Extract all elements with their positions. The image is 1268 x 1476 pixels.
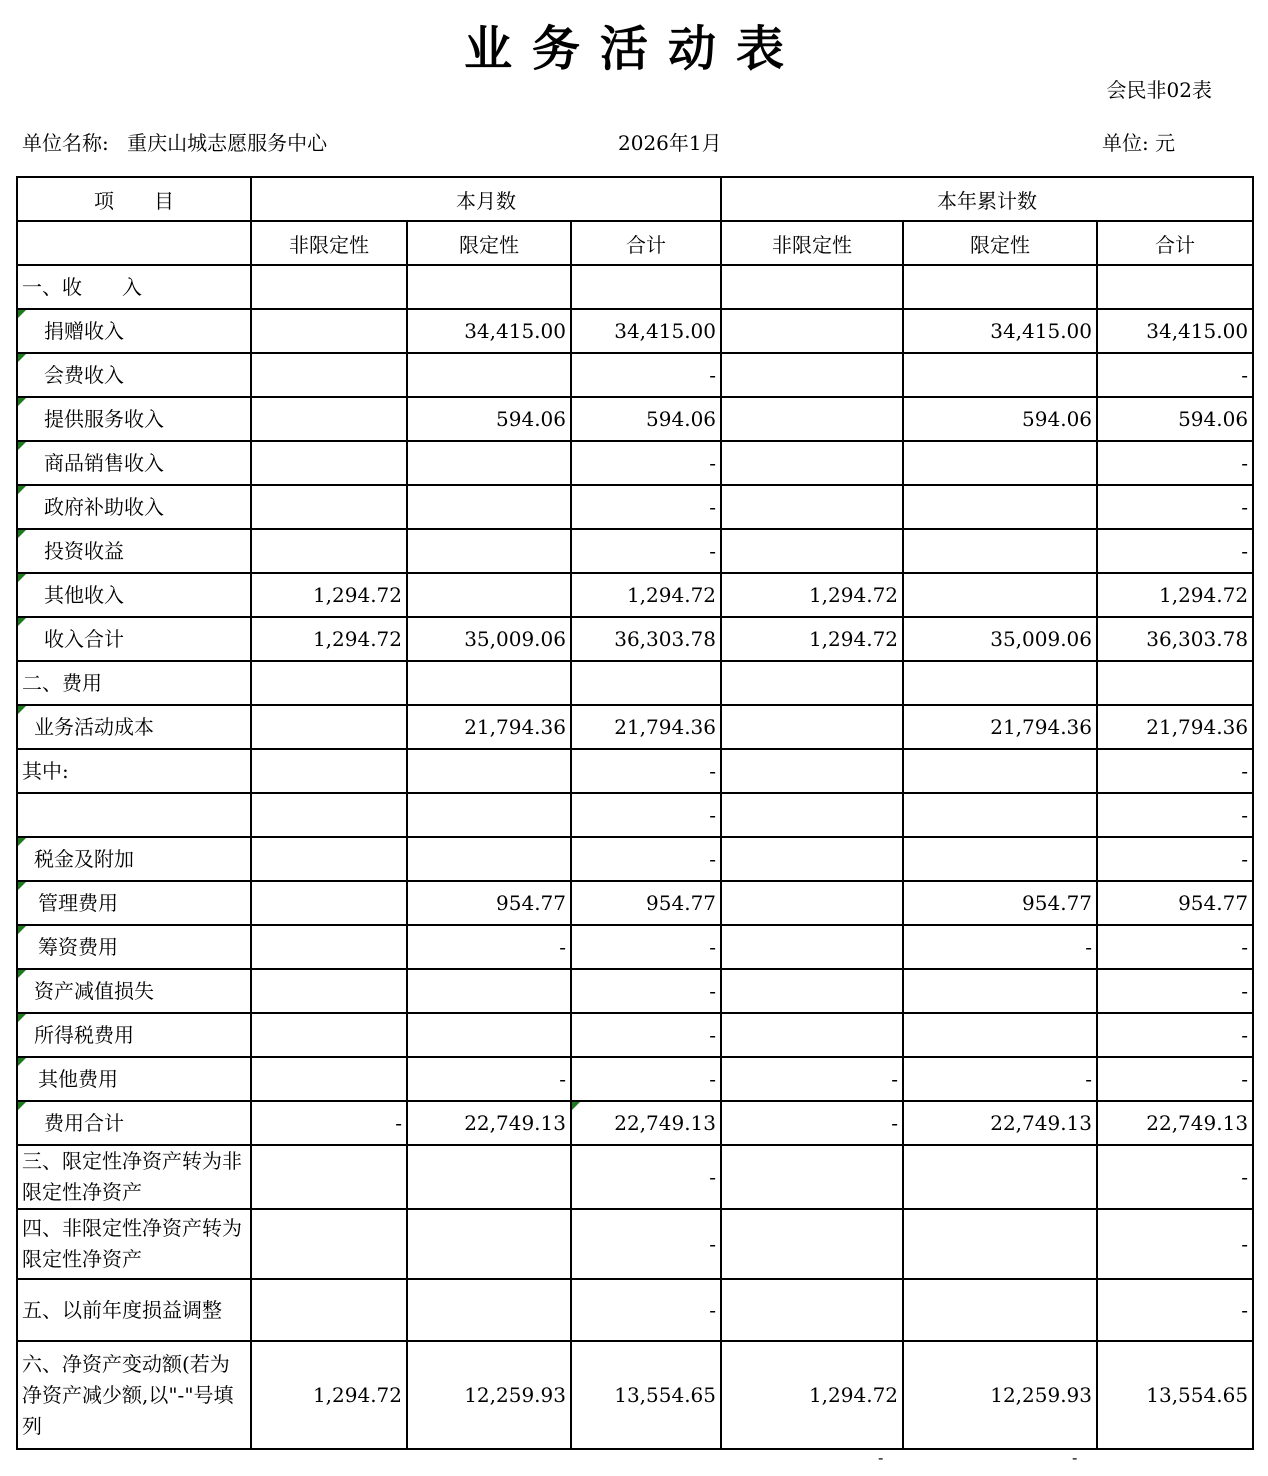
row-label: 资产减值损失 (17, 969, 251, 1013)
row-label: 税金及附加 (17, 837, 251, 881)
cell-year-unrestricted (721, 397, 903, 441)
cell-month-restricted: - (407, 925, 571, 969)
row-label: 政府补助收入 (17, 485, 251, 529)
cell-year-unrestricted: - (721, 1057, 903, 1101)
cell-year-restricted (903, 661, 1097, 705)
cell-year-restricted: 954.77 (903, 881, 1097, 925)
cell-month-restricted (407, 1145, 571, 1209)
header-item: 项 目 (17, 177, 251, 221)
cell-year-unrestricted (721, 353, 903, 397)
cell-month-restricted (407, 353, 571, 397)
cell-year-total: - (1097, 1013, 1253, 1057)
cell-year-total: 594.06 (1097, 397, 1253, 441)
cell-month-total (571, 265, 721, 309)
cell-year-restricted (903, 485, 1097, 529)
cell-year-unrestricted (721, 749, 903, 793)
cell-month-restricted (407, 441, 571, 485)
cell-year-restricted (903, 969, 1097, 1013)
cell-month-unrestricted (251, 661, 407, 705)
header-blank (17, 221, 251, 265)
cell-year-unrestricted (721, 661, 903, 705)
cell-month-unrestricted (251, 1279, 407, 1341)
cell-year-restricted (903, 441, 1097, 485)
cell-year-total: - (1097, 969, 1253, 1013)
cell-month-restricted: 954.77 (407, 881, 571, 925)
cell-year-total: - (1097, 441, 1253, 485)
cell-year-total: - (1097, 749, 1253, 793)
cell-year-restricted (903, 793, 1097, 837)
cell-month-restricted (407, 1209, 571, 1279)
organization (22, 127, 327, 156)
cell-year-unrestricted: 1,294.72 (721, 573, 903, 617)
table-row (17, 793, 1253, 837)
cell-year-total: 1,294.72 (1097, 573, 1253, 617)
cell-month-restricted (407, 793, 571, 837)
cell-year-restricted (903, 837, 1097, 881)
organization-name: 重庆山城志愿服务中心 (127, 131, 328, 155)
header-year-restricted: 限定性 (903, 221, 1097, 265)
cell-month-unrestricted (251, 881, 407, 925)
cell-month-total: - (571, 1279, 721, 1341)
row-label: 筹资费用 (17, 925, 251, 969)
cell-month-restricted (407, 265, 571, 309)
cell-month-unrestricted (251, 969, 407, 1013)
cell-year-unrestricted (721, 265, 903, 309)
row-label: 其中: (17, 749, 251, 793)
cell-year-restricted: 34,415.00 (903, 309, 1097, 353)
report-title: 业务活动表 (463, 21, 804, 77)
cell-year-restricted (903, 529, 1097, 573)
cell-year-total: - (1097, 1279, 1253, 1341)
cell-year-restricted: 21,794.36 (903, 705, 1097, 749)
cell-month-restricted: 35,009.06 (407, 617, 571, 661)
cell-year-total (1097, 661, 1253, 705)
cell-year-restricted (903, 1013, 1097, 1057)
table-row (17, 353, 1253, 397)
cell-month-unrestricted: 1,294.72 (251, 617, 407, 661)
header-year-total: 合计 (1097, 221, 1253, 265)
cell-month-restricted: 12,259.93 (407, 1341, 571, 1449)
table-row (17, 265, 1253, 309)
cell-year-total: - (1097, 793, 1253, 837)
cell-month-restricted: 34,415.00 (407, 309, 571, 353)
cell-year-unrestricted: 1,294.72 (721, 617, 903, 661)
cell-year-unrestricted (721, 1145, 903, 1209)
cell-month-total: - (571, 441, 721, 485)
cell-month-restricted (407, 837, 571, 881)
cell-month-total: - (571, 925, 721, 969)
cell-month-total: - (571, 1209, 721, 1279)
cell-month-restricted (407, 485, 571, 529)
cell-year-restricted (903, 573, 1097, 617)
cell-month-total: 36,303.78 (571, 617, 721, 661)
cell-year-unrestricted (721, 881, 903, 925)
cell-month-unrestricted (251, 925, 407, 969)
table-row (17, 485, 1253, 529)
cell-month-total: - (571, 529, 721, 573)
cell-year-unrestricted (721, 969, 903, 1013)
cell-month-total: - (571, 793, 721, 837)
row-label: 捐赠收入 (17, 309, 251, 353)
row-label: 业务活动成本 (17, 705, 251, 749)
table-row (17, 1013, 1253, 1057)
cell-month-total: - (571, 1057, 721, 1101)
cell-month-total: - (571, 749, 721, 793)
cell-year-restricted: 594.06 (903, 397, 1097, 441)
cell-month-total: 34,415.00 (571, 309, 721, 353)
cell-month-restricted (407, 529, 571, 573)
table-row (17, 397, 1253, 441)
cell-year-unrestricted (721, 925, 903, 969)
table-row (17, 1145, 1253, 1209)
footer-mark: - (878, 1448, 884, 1467)
cell-year-unrestricted (721, 793, 903, 837)
table-row (17, 661, 1253, 705)
cell-month-unrestricted (251, 441, 407, 485)
cell-month-total: - (571, 485, 721, 529)
cell-month-total: - (571, 1145, 721, 1209)
cell-month-unrestricted (251, 265, 407, 309)
row-label: 费用合计 (17, 1101, 251, 1145)
cell-month-restricted: - (407, 1057, 571, 1101)
cell-year-restricted: - (903, 1057, 1097, 1101)
cell-year-total: - (1097, 1209, 1253, 1279)
cell-year-unrestricted (721, 485, 903, 529)
cell-year-unrestricted (721, 441, 903, 485)
cell-year-unrestricted (721, 1013, 903, 1057)
row-label: 商品销售收入 (17, 441, 251, 485)
table-row (17, 1279, 1253, 1341)
header-row-2 (17, 221, 1253, 265)
cell-year-total: - (1097, 1145, 1253, 1209)
cell-year-total: - (1097, 925, 1253, 969)
row-label: 投资收益 (17, 529, 251, 573)
cell-month-total (571, 661, 721, 705)
table-row (17, 1209, 1253, 1279)
cell-month-restricted (407, 969, 571, 1013)
cell-month-restricted: 594.06 (407, 397, 571, 441)
cell-year-unrestricted (721, 705, 903, 749)
cell-year-restricted: 35,009.06 (903, 617, 1097, 661)
cell-year-total: 36,303.78 (1097, 617, 1253, 661)
header-year: 本年累计数 (721, 177, 1253, 221)
cell-month-total: 13,554.65 (571, 1341, 721, 1449)
table-row (17, 837, 1253, 881)
header-month-restricted: 限定性 (407, 221, 571, 265)
cell-month-total: - (571, 1013, 721, 1057)
cell-year-unrestricted (721, 1279, 903, 1341)
header-month-total: 合计 (571, 221, 721, 265)
cell-month-total: - (571, 353, 721, 397)
cell-month-unrestricted (251, 705, 407, 749)
cell-year-total: 34,415.00 (1097, 309, 1253, 353)
cell-month-unrestricted (251, 529, 407, 573)
cell-year-unrestricted: 1,294.72 (721, 1341, 903, 1449)
row-label: 提供服务收入 (17, 397, 251, 441)
cell-month-total: 1,294.72 (571, 573, 721, 617)
cell-month-total: 594.06 (571, 397, 721, 441)
table-row (17, 705, 1253, 749)
table-row (17, 617, 1253, 661)
row-label: 三、限定性净资产转为非限定性净资产 (17, 1145, 251, 1209)
header-year-unrestricted: 非限定性 (721, 221, 903, 265)
row-label: 其他费用 (17, 1057, 251, 1101)
header-month-unrestricted: 非限定性 (251, 221, 407, 265)
table-row (17, 749, 1253, 793)
table-row (17, 881, 1253, 925)
row-label: 一、收 入 (17, 265, 251, 309)
row-label: 四、非限定性净资产转为限定性净资产 (17, 1209, 251, 1279)
cell-month-restricted (407, 573, 571, 617)
table-row (17, 441, 1253, 485)
table-row (17, 925, 1253, 969)
cell-month-total: - (571, 969, 721, 1013)
cell-year-total: 13,554.65 (1097, 1341, 1253, 1449)
cell-year-total: - (1097, 485, 1253, 529)
cell-month-restricted (407, 1013, 571, 1057)
activity-statement-table (16, 176, 1254, 1450)
cell-month-unrestricted: 1,294.72 (251, 573, 407, 617)
cell-month-unrestricted (251, 1209, 407, 1279)
row-label: 会费收入 (17, 353, 251, 397)
row-label (17, 793, 251, 837)
cell-month-restricted (407, 749, 571, 793)
cell-year-unrestricted (721, 1209, 903, 1279)
cell-year-restricted (903, 353, 1097, 397)
cell-month-unrestricted (251, 397, 407, 441)
cell-year-total: 954.77 (1097, 881, 1253, 925)
cell-month-unrestricted (251, 309, 407, 353)
cell-month-unrestricted (251, 1145, 407, 1209)
header-month: 本月数 (251, 177, 721, 221)
cell-year-unrestricted: - (721, 1101, 903, 1145)
cell-month-unrestricted: - (251, 1101, 407, 1145)
cell-year-total: - (1097, 353, 1253, 397)
cell-year-total: 21,794.36 (1097, 705, 1253, 749)
cell-year-unrestricted (721, 529, 903, 573)
row-label: 六、净资产变动额(若为净资产减少额,以"-"号填列 (17, 1341, 251, 1449)
row-label: 二、费用 (17, 661, 251, 705)
cell-year-restricted (903, 749, 1097, 793)
cell-year-unrestricted (721, 837, 903, 881)
row-label: 五、以前年度损益调整 (17, 1279, 251, 1341)
cell-year-restricted (903, 1279, 1097, 1341)
cell-month-restricted (407, 661, 571, 705)
cell-month-restricted: 22,749.13 (407, 1101, 571, 1145)
footer-mark: - (1072, 1448, 1078, 1467)
cell-year-unrestricted (721, 309, 903, 353)
row-label: 管理费用 (17, 881, 251, 925)
table-row (17, 1057, 1253, 1101)
cell-month-unrestricted (251, 1057, 407, 1101)
cell-year-total: - (1097, 837, 1253, 881)
cell-month-unrestricted (251, 837, 407, 881)
row-label: 收入合计 (17, 617, 251, 661)
row-label: 其他收入 (17, 573, 251, 617)
cell-year-restricted: 22,749.13 (903, 1101, 1097, 1145)
row-label: 所得税费用 (17, 1013, 251, 1057)
cell-month-restricted: 21,794.36 (407, 705, 571, 749)
table-row (17, 529, 1253, 573)
cell-year-restricted: - (903, 925, 1097, 969)
table-row (17, 309, 1253, 353)
cell-year-total: - (1097, 529, 1253, 573)
cell-month-unrestricted (251, 353, 407, 397)
cell-month-unrestricted: 1,294.72 (251, 1341, 407, 1449)
cell-year-total (1097, 265, 1253, 309)
cell-month-total: 954.77 (571, 881, 721, 925)
cell-month-total: 22,749.13 (571, 1101, 721, 1145)
cell-month-total: - (571, 837, 721, 881)
cell-year-restricted (903, 1145, 1097, 1209)
cell-month-unrestricted (251, 485, 407, 529)
header-row-1 (17, 177, 1253, 221)
cell-year-restricted: 12,259.93 (903, 1341, 1097, 1449)
cell-month-unrestricted (251, 749, 407, 793)
cell-year-total: - (1097, 1057, 1253, 1101)
currency-unit: 单位: 元 (1102, 131, 1176, 155)
table-row (17, 1101, 1253, 1145)
cell-year-total: 22,749.13 (1097, 1101, 1253, 1145)
form-code: 会民非02表 (1106, 78, 1212, 102)
table-row (17, 573, 1253, 617)
table-row (17, 969, 1253, 1013)
table-row (17, 1341, 1253, 1449)
cell-month-restricted (407, 1279, 571, 1341)
cell-month-total: 21,794.36 (571, 705, 721, 749)
report-period: 2026年1月 (618, 131, 722, 155)
organization-label: 单位名称: (22, 131, 109, 155)
cell-month-unrestricted (251, 1013, 407, 1057)
cell-year-restricted (903, 265, 1097, 309)
cell-year-restricted (903, 1209, 1097, 1279)
cell-month-unrestricted (251, 793, 407, 837)
